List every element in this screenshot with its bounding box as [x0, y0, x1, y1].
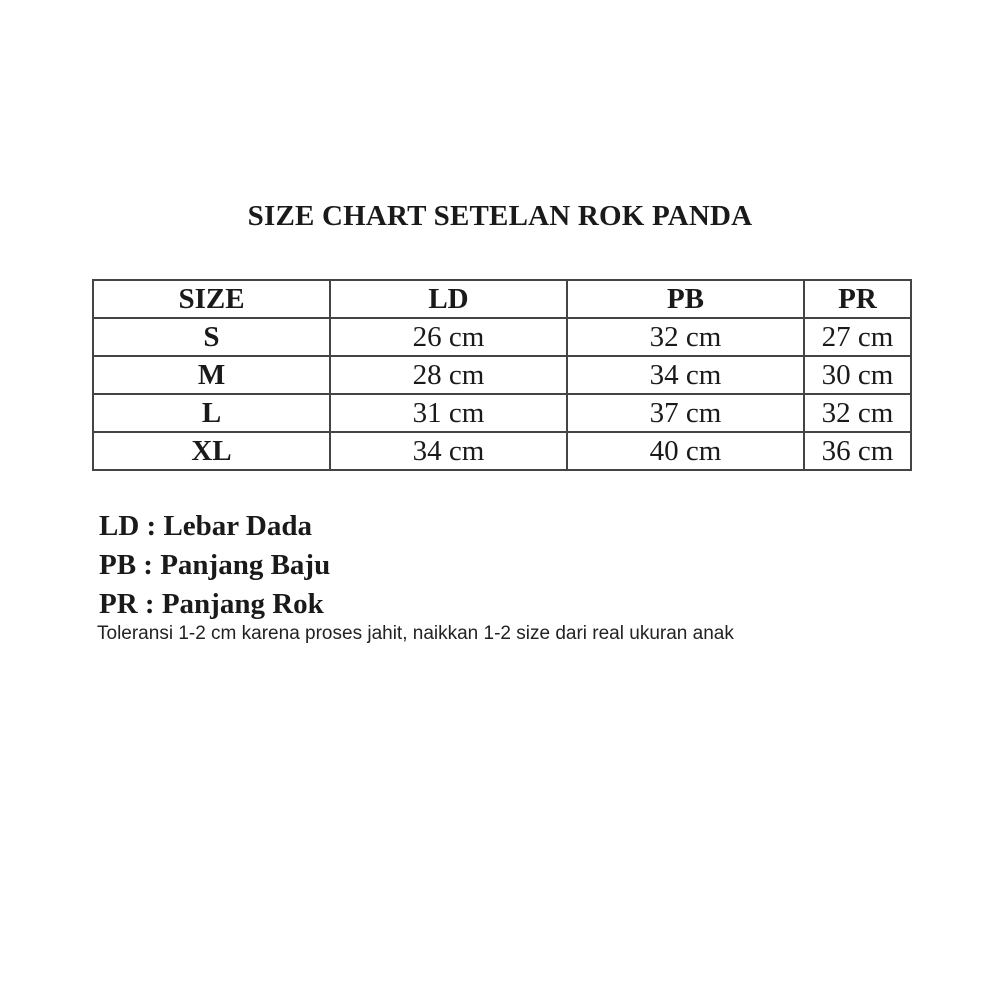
pb-value: 34 cm [567, 356, 804, 394]
pr-value: 32 cm [804, 394, 911, 432]
ld-value: 28 cm [330, 356, 567, 394]
size-label: S [93, 318, 330, 356]
page-title: SIZE CHART SETELAN ROK PANDA [247, 200, 753, 232]
pb-value: 37 cm [567, 394, 804, 432]
header-ld: LD [330, 280, 567, 318]
table-row [93, 432, 911, 470]
legend-pb: PB : Panjang Baju [99, 549, 331, 581]
table-header-row [93, 280, 911, 318]
header-pb: PB [567, 280, 804, 318]
pb-value: 32 cm [567, 318, 804, 356]
abbreviation-legend [99, 507, 330, 624]
ld-value: 31 cm [330, 394, 567, 432]
header-pr: PR [804, 280, 911, 318]
legend-ld: LD : Lebar Dada [99, 510, 312, 542]
pb-value: 40 cm [567, 432, 804, 470]
table-row [93, 356, 911, 394]
size-label: XL [93, 432, 330, 470]
table-row [93, 318, 911, 356]
size-label: M [93, 356, 330, 394]
size-chart-table [92, 279, 912, 471]
ld-value: 26 cm [330, 318, 567, 356]
pr-value: 36 cm [804, 432, 911, 470]
ld-value: 34 cm [330, 432, 567, 470]
size-label: L [93, 394, 330, 432]
pr-value: 27 cm [804, 318, 911, 356]
legend-pr: PR : Panjang Rok [99, 588, 324, 620]
table-row [93, 394, 911, 432]
pr-value: 30 cm [804, 356, 911, 394]
tolerance-note: Toleransi 1-2 cm karena proses jahit, naikkan 1-2 size dari real ukuran anak [97, 623, 734, 644]
header-size: SIZE [93, 280, 330, 318]
